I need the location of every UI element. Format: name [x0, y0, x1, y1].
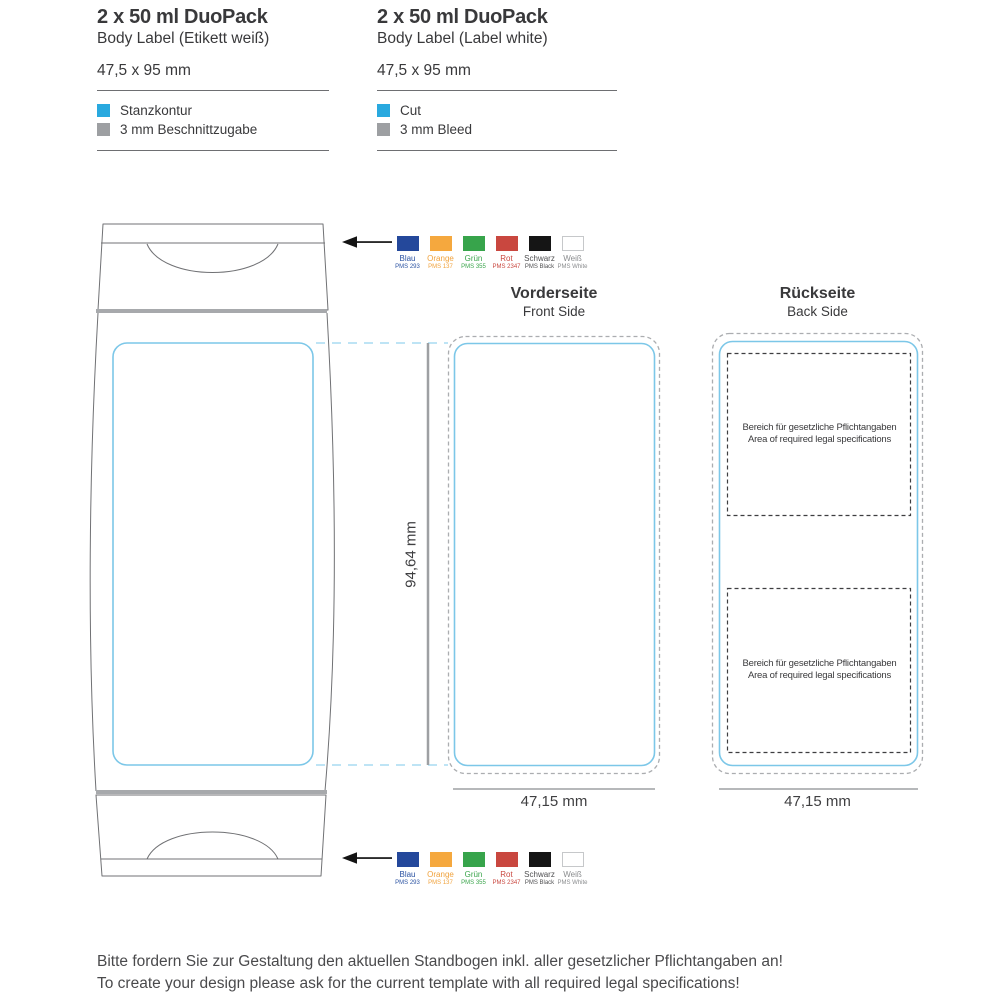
front-title: Vorderseite [510, 285, 598, 302]
legend-row-cut [377, 104, 472, 117]
back-subtitle: Back Side [787, 304, 848, 319]
arrow-bottom-icon [342, 852, 392, 864]
bottle-bottom-cap-dome [147, 832, 278, 859]
pantone-swatch-rot [490, 852, 523, 887]
swatch-pms: PMS 137 [428, 880, 453, 886]
pantone-swatch-rot [490, 236, 523, 271]
rule-left-top [97, 90, 329, 91]
rule-right-bottom [377, 150, 617, 151]
legend-label: Cut [400, 103, 422, 118]
bottle-top-cap-dome [147, 244, 278, 273]
color-swatch [397, 236, 419, 251]
height-dimension-label: 94,64 mm [402, 521, 420, 588]
legend-en [377, 104, 472, 136]
legend-row-bleed [97, 123, 257, 136]
color-swatch [529, 236, 551, 251]
bottle-body-right-edge [325, 313, 334, 791]
back-title: Rückseite [779, 285, 856, 302]
pantone-swatch-gruen [457, 852, 490, 887]
swatch-pms: PMS 355 [461, 880, 486, 886]
swatch-name: Blau [399, 254, 416, 263]
bottle-top-cap [98, 224, 328, 310]
swatch-pms: PMS 355 [461, 264, 486, 270]
cut-color-swatch [377, 104, 390, 117]
bleed-color-swatch [97, 123, 110, 136]
back-side-heading [712, 284, 923, 320]
footer-note [97, 951, 897, 995]
spec-size: 47,5 x 95 mm [97, 62, 191, 79]
arrow-top-icon [342, 236, 392, 248]
rule-right-top [377, 90, 617, 91]
pantone-swatch-blau [391, 236, 424, 271]
pantone-swatch-blau [391, 852, 424, 887]
legal-text-en: Area of required legal specifications [747, 670, 892, 681]
rule-left-bottom [97, 150, 329, 151]
swatch-name: Rot [500, 254, 513, 263]
swatch-pms: PMS Black [524, 880, 555, 886]
front-width-dimension-label: 47,15 mm [520, 793, 588, 810]
swatch-name: Orange [427, 870, 454, 879]
color-swatch [430, 852, 452, 867]
bottle-label-cut-line [113, 343, 313, 765]
bottle-outline [90, 224, 334, 876]
swatch-name: Schwarz [524, 870, 555, 879]
bottle-bottom-cap [96, 795, 326, 876]
swatch-name: Blau [399, 870, 416, 879]
bottle-top-joint [96, 309, 327, 313]
swatch-pms: PMS 293 [395, 264, 420, 270]
bottle-bottom-joint [96, 790, 327, 794]
front-cut-box [455, 344, 655, 766]
color-swatch [463, 236, 485, 251]
color-swatch [496, 236, 518, 251]
swatch-pms: PMS White [557, 264, 588, 270]
swatch-pms: PMS 2347 [492, 264, 521, 270]
legend-label: 3 mm Bleed [400, 122, 473, 137]
pantone-swatch-row-top [391, 236, 589, 271]
swatch-name: Weiß [563, 254, 582, 263]
legend-row-cut [97, 104, 257, 117]
spec-title: 2 x 50 ml DuoPack [97, 6, 268, 28]
footer-line-de: Bitte fordern Sie zur Gestaltung den aktuellen Standbogen inkl. aller gesetzlicher Pflichtangaben an! [97, 953, 783, 970]
swatch-name: Grün [464, 870, 483, 879]
swatch-name: Schwarz [524, 254, 555, 263]
pantone-swatch-orange [424, 852, 457, 887]
bleed-color-swatch [377, 123, 390, 136]
front-side-heading [448, 284, 660, 320]
pantone-swatch-schwarz [523, 236, 556, 271]
color-swatch [463, 852, 485, 867]
swatch-pms: PMS Black [524, 264, 555, 270]
front-subtitle: Front Side [522, 304, 586, 319]
color-swatch [430, 236, 452, 251]
legend-label: 3 mm Beschnittzugabe [120, 122, 258, 137]
legend-de [97, 104, 257, 136]
swatch-pms: PMS White [557, 880, 588, 886]
pantone-swatch-gruen [457, 236, 490, 271]
spec-block-en [377, 5, 637, 80]
pantone-swatch-weiss [556, 236, 589, 271]
pantone-swatch-orange [424, 236, 457, 271]
swatch-name: Weiß [563, 870, 582, 879]
color-swatch [562, 852, 584, 867]
legal-area-text-1 [728, 353, 911, 515]
spec-title: 2 x 50 ml DuoPack [377, 6, 548, 28]
legend-label: Stanzkontur [120, 103, 193, 118]
footer-line-en: To create your design please ask for the current template with all required legal specifications! [97, 975, 740, 992]
spec-subtitle: Body Label (Etikett weiß) [97, 30, 270, 47]
legal-area-text-2 [728, 588, 911, 752]
pantone-swatch-row-bottom [391, 852, 589, 887]
pantone-swatch-weiss [556, 852, 589, 887]
front-bleed-box [449, 337, 660, 774]
spec-subtitle: Body Label (Label white) [377, 30, 548, 47]
legal-text-en: Area of required legal specifications [747, 434, 892, 445]
color-swatch [496, 852, 518, 867]
swatch-name: Grün [464, 254, 483, 263]
color-swatch [529, 852, 551, 867]
spec-size: 47,5 x 95 mm [377, 62, 471, 79]
back-width-dimension-label: 47,15 mm [784, 793, 851, 810]
bottle-body-left-edge [90, 313, 98, 791]
swatch-name: Orange [427, 254, 454, 263]
legend-row-bleed [377, 123, 472, 136]
legal-text-de: Bereich für gesetzliche Pflichtangaben [742, 658, 897, 669]
cut-color-swatch [97, 104, 110, 117]
legal-text-de: Bereich für gesetzliche Pflichtangaben [742, 422, 897, 433]
pantone-swatch-schwarz [523, 852, 556, 887]
swatch-name: Rot [500, 870, 513, 879]
color-swatch [397, 852, 419, 867]
swatch-pms: PMS 137 [428, 264, 453, 270]
spec-block-de [97, 5, 357, 80]
swatch-pms: PMS 2347 [492, 880, 521, 886]
swatch-pms: PMS 293 [395, 880, 420, 886]
color-swatch [562, 236, 584, 251]
